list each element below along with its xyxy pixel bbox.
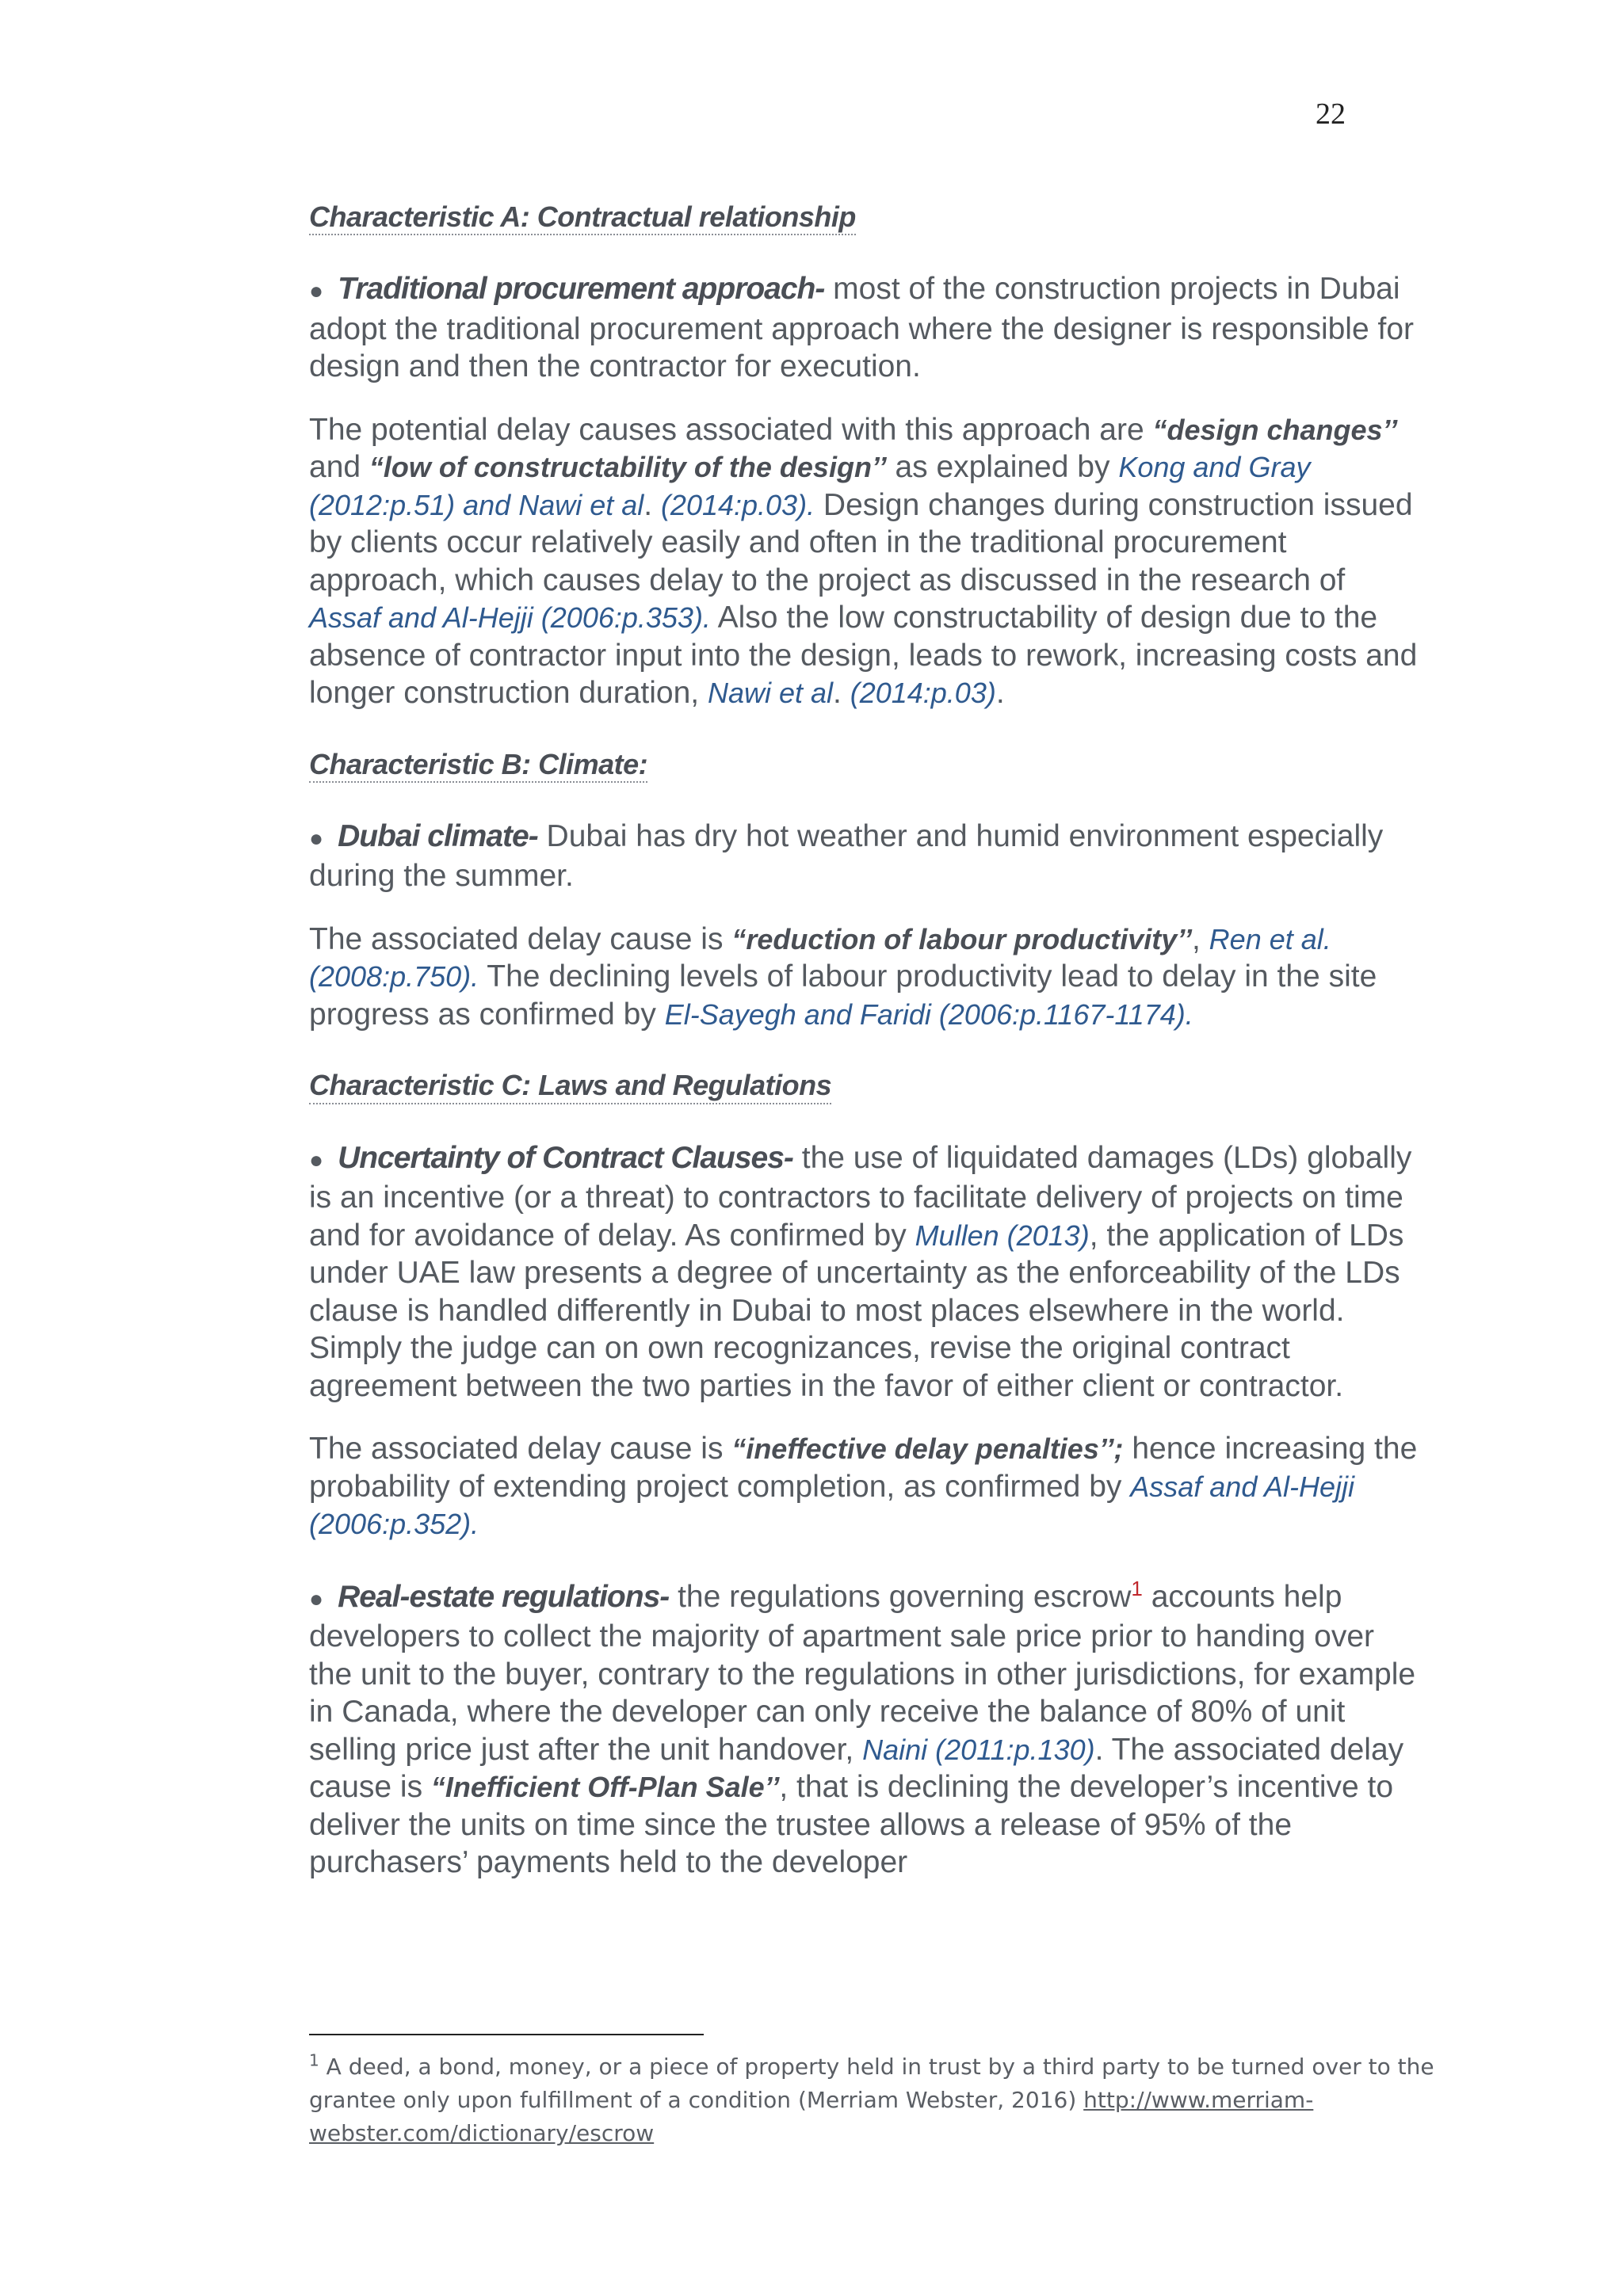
bullet-icon: ● xyxy=(309,1146,324,1173)
text: accounts help developers to collect the majority of apartment sale price prior to handing over the unit to the buyer, contrary to the regulations in other jurisdictions, for example in Canada, where the developer can only receive the balance of 80% of unit selling price just after the unit handover, xyxy=(309,1579,1416,1767)
bullet-text: Dubai has dry hot weather and humid environment especially during the summer. xyxy=(309,818,1384,894)
citation: Naini (2011:p.130) xyxy=(862,1733,1095,1766)
citation: (2014:p.03) xyxy=(850,677,996,710)
text: . xyxy=(833,676,850,711)
footnote-link[interactable]: http://www.merriam-webster.com/dictionary/escrow xyxy=(309,2087,1314,2146)
bullet-icon: ● xyxy=(309,278,324,305)
citation: Ren et al. (2008:p.750). xyxy=(309,922,1331,994)
citation: Assaf and Al-Hejji (2006:p.352). xyxy=(309,1470,1355,1541)
emphasis: “ineffective delay penalties’’; xyxy=(731,1432,1124,1466)
text: . xyxy=(643,487,661,522)
emphasis: “Inefficient Off-Plan Sale’’ xyxy=(430,1771,780,1804)
footnote-reference[interactable]: 1 xyxy=(1131,1576,1143,1600)
bullet-icon: ● xyxy=(309,1585,324,1612)
section-a-heading: Characteristic A: Contractual relationship xyxy=(309,200,856,235)
text: , that is declining the developer’s incentive to deliver the units on time since the trustee allows a release of 95% of the purchasers’ payments held to the developer xyxy=(309,1770,1394,1880)
bullet-label: Dubai climate- xyxy=(338,818,538,853)
text: and xyxy=(309,450,369,485)
bullet-label: Traditional procurement approach- xyxy=(338,272,825,307)
citation: El-Sayegh and Faridi (2006:p.1167-1174). xyxy=(664,997,1193,1031)
page-number: 22 xyxy=(1316,97,1346,131)
citation: Kong and Gray (2012:p.51) and Nawi et al xyxy=(309,451,1311,521)
text: , xyxy=(1192,921,1209,956)
footnote-text: A deed, a bond, money, or a piece of property held in trust by a third party to be turned over to the grantee only upon fulfillment of a condition (Merriam Webster, 2016) xyxy=(309,2054,1434,2113)
text: The potential delay causes associated with this approach are xyxy=(309,412,1153,447)
section-a-bullet xyxy=(309,270,1419,386)
emphasis: “low of constructability of the design’’ xyxy=(369,451,887,484)
document-body xyxy=(309,200,1419,1882)
text: . The associated delay cause is xyxy=(309,1732,1404,1805)
footnote xyxy=(309,2050,1434,2150)
citation: Mullen (2013) xyxy=(915,1219,1090,1252)
text: The declining levels of labour productivity lead to delay in the site progress as confirmed by xyxy=(309,959,1377,1032)
footnote-mark: 1 xyxy=(309,2050,319,2070)
section-c-paragraph xyxy=(309,1430,1419,1543)
emphasis: “reduction of labour productivity’’ xyxy=(731,922,1192,955)
text: The associated delay cause is xyxy=(309,1432,732,1466)
emphasis: “design changes’’ xyxy=(1152,413,1398,446)
section-a-paragraph xyxy=(309,411,1419,712)
bullet-icon: ● xyxy=(309,825,324,852)
footnote-divider xyxy=(309,2034,704,2035)
text: hence increasing the probability of extending project completion, as confirmed by xyxy=(309,1432,1418,1504)
text: as explained by xyxy=(886,450,1119,485)
section-b-paragraph xyxy=(309,921,1419,1034)
section-c-heading: Characteristic C: Laws and Regulations xyxy=(309,1068,831,1104)
citation: Nawi et al xyxy=(707,677,834,710)
text: , the application of LDs under UAE law presents a degree of uncertainty as the enforceability of the LDs clause is handled differently in Dubai to most places elsewhere in the world. Simply the judge can on own recognizances, revise the original contract agreement between the two parties in the favor of either client or contractor. xyxy=(309,1218,1404,1403)
bullet-text: most of the construction projects in Dubai adopt the traditional procurement approach where the designer is responsible for design and then the contractor for execution. xyxy=(309,272,1415,384)
text: The associated delay cause is xyxy=(309,921,732,956)
text: . xyxy=(995,676,1005,711)
citation: (2014:p.03). xyxy=(660,488,815,521)
section-b-bullet xyxy=(309,818,1419,895)
text: Design changes during construction issued by clients occur relatively easily and often in the traditional procurement approach, which causes delay to the project as discussed in the research of xyxy=(309,487,1413,597)
citation: Assaf and Al-Hejji (2006:p.353). xyxy=(309,601,711,635)
section-c-bullet-2 xyxy=(309,1578,1419,1882)
bullet-label: Uncertainty of Contract Clauses- xyxy=(338,1140,793,1175)
bullet-label: Real-estate regulations- xyxy=(338,1579,670,1614)
text: the regulations governing escrow xyxy=(669,1579,1132,1614)
section-b-heading: Characteristic B: Climate: xyxy=(309,747,647,783)
text: Also the low constructability of design due to the absence of contractor input into the design, leads to rework, increasing costs and longer construction duration, xyxy=(309,601,1418,711)
text: the use of liquidated damages (LDs) globally is an incentive (or a threat) to contractors to facilitate delivery of projects on time and for avoidance of delay. As confirmed by xyxy=(309,1140,1412,1253)
section-c-bullet-1 xyxy=(309,1139,1419,1405)
